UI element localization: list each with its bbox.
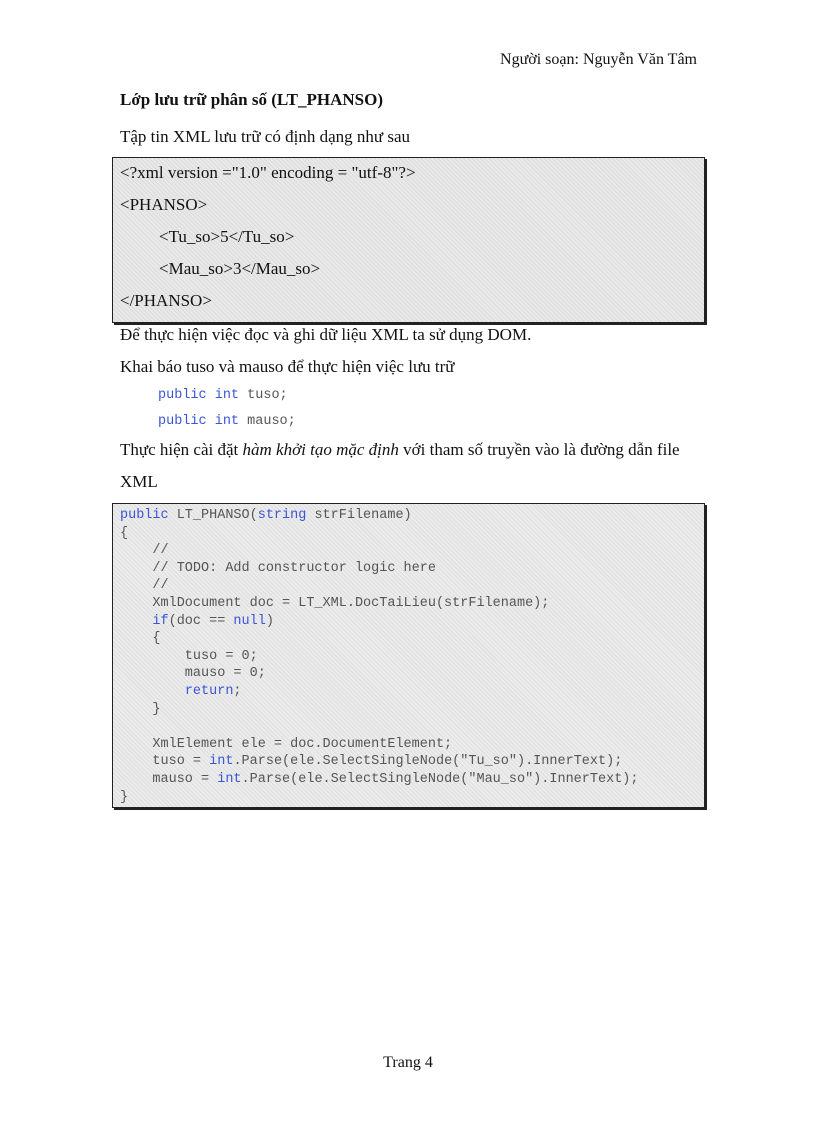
- xml-example-box: [112, 157, 705, 323]
- code-line: }: [120, 701, 161, 717]
- code-text: [120, 614, 152, 629]
- ctor-paragraph: [120, 440, 680, 460]
- xml-root-open-line: <PHANSO>: [120, 195, 208, 214]
- xml-tuso-line: <Tu_so>5</Tu_so>: [159, 227, 295, 246]
- page-header-author: Người soạn: Nguyễn Văn Tâm: [500, 51, 697, 68]
- code-keyword: return: [184, 684, 234, 699]
- code-keyword: if: [152, 613, 169, 629]
- code-line: mauso = 0;: [120, 666, 266, 682]
- code-keyword: int: [214, 414, 240, 429]
- code-text: ): [265, 613, 274, 629]
- code-identifier: tuso;: [247, 388, 288, 403]
- constructor-code-box: [112, 503, 705, 808]
- code-line: [120, 508, 412, 523]
- code-line: [120, 614, 274, 629]
- code-line: [120, 684, 242, 699]
- ctor-text-after: với tham số truyền vào là đường dẫn file: [398, 440, 680, 459]
- code-identifier: mauso;: [247, 414, 296, 429]
- code-keyword: int: [214, 388, 240, 403]
- xml-root-close-line: </PHANSO>: [120, 291, 212, 310]
- code-comment: //: [120, 578, 169, 594]
- code-line: [120, 772, 639, 787]
- ctor-text-italic: hàm khởi tạo mặc định: [242, 440, 399, 459]
- code-text: (doc ==: [168, 613, 234, 629]
- code-line: XmlElement ele = doc.DocumentElement;: [120, 736, 453, 752]
- code-line: XmlDocument doc = LT_XML.DocTaiLieu(strFilename);: [120, 596, 550, 611]
- xml-declaration-line: <?xml version ="1.0" encoding = "utf-8"?>: [120, 163, 416, 182]
- dom-paragraph: Để thực hiện việc đọc và ghi dữ liệu XML ta sử dụng DOM.: [120, 325, 532, 344]
- code-text: .Parse(ele.SelectSingleNode("Mau_so").InnerText);: [241, 772, 639, 787]
- code-keyword: public: [158, 388, 207, 403]
- code-text: mauso =: [120, 772, 218, 787]
- page-footer-number: Trang 4: [383, 1054, 433, 1071]
- xml-mauso-line: <Mau_so>3</Mau_so>: [159, 259, 321, 278]
- code-keyword: public: [120, 508, 169, 523]
- intro-paragraph: Tập tin XML lưu trữ có định dạng như sau: [120, 127, 410, 146]
- code-line: [120, 754, 622, 769]
- code-decl-mauso: [158, 414, 296, 429]
- code-decl-tuso: [158, 388, 288, 403]
- code-keyword: string: [257, 508, 307, 523]
- code-keyword: public: [158, 414, 207, 429]
- code-keyword: int: [209, 754, 234, 770]
- code-keyword: null: [233, 613, 266, 629]
- code-line: tuso = 0;: [120, 648, 258, 664]
- ctor-text-before: Thực hiện cài đặt: [120, 440, 243, 459]
- declare-paragraph: Khai báo tuso và mauso để thực hiện việc lưu trữ: [120, 357, 455, 376]
- code-text: tuso =: [120, 754, 210, 770]
- ctor-paragraph-continued: XML: [120, 472, 158, 491]
- code-text: LT_PHANSO(: [168, 508, 258, 523]
- code-line: {: [120, 525, 129, 541]
- code-comment: // TODO: Add constructor logic here: [120, 560, 436, 576]
- code-text: strFilename): [306, 508, 412, 523]
- code-line: {: [120, 631, 161, 647]
- code-keyword: int: [217, 772, 242, 787]
- code-line: }: [120, 789, 129, 805]
- section-title: Lớp lưu trữ phân số (LT_PHANSO): [120, 90, 384, 109]
- code-text: [120, 684, 185, 699]
- code-comment: //: [120, 543, 169, 559]
- code-text: ;: [233, 684, 242, 699]
- code-text: .Parse(ele.SelectSingleNode("Tu_so").InnerText);: [233, 754, 623, 770]
